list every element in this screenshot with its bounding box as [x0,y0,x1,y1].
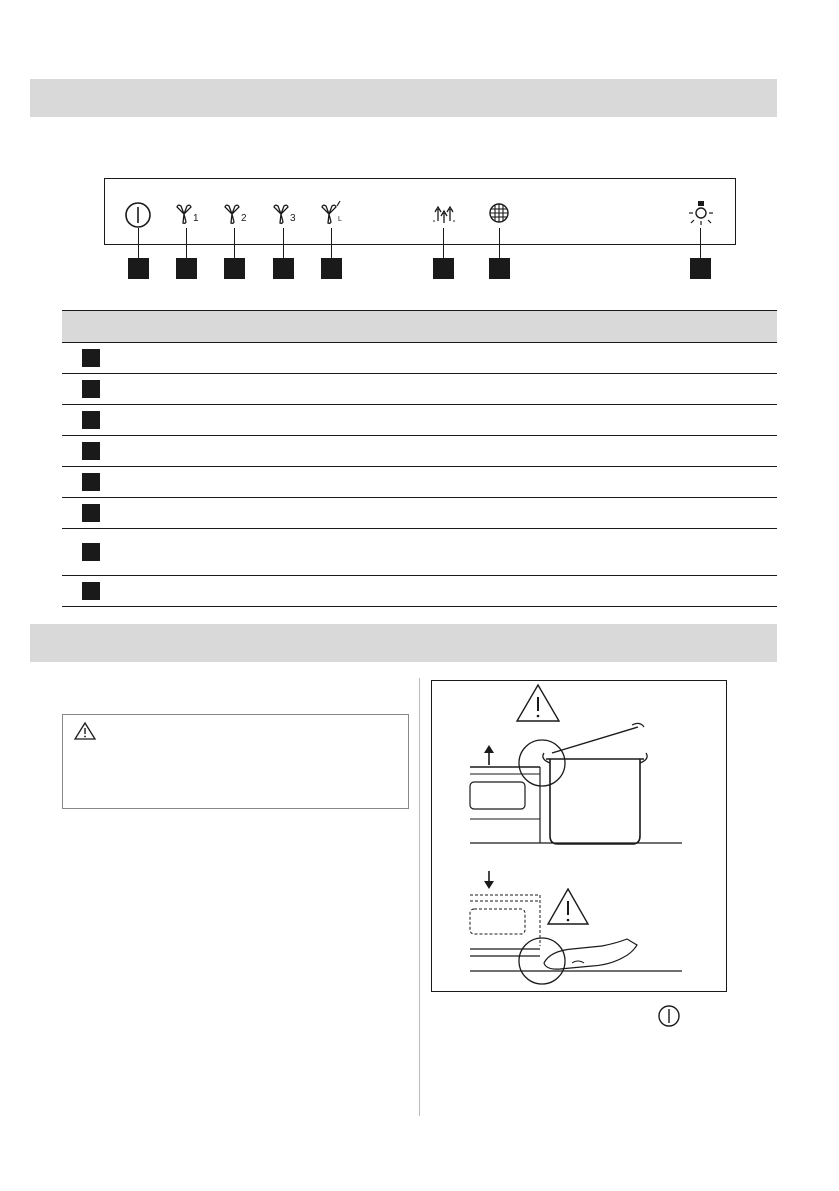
table-row [62,467,777,498]
table-row [62,374,777,405]
callout-marker [176,258,197,279]
leader-line [138,228,139,260]
warning-triangle-icon [548,889,588,924]
table-row [62,343,777,374]
grease-filter-icon [487,201,511,225]
row-marker [82,473,100,491]
leader-line [186,228,187,260]
safety-illustration [431,680,727,992]
section-header-bar-top [30,79,777,117]
row-marker [82,582,100,600]
table-row [62,436,777,467]
table-row [62,576,777,607]
row-marker [82,349,100,367]
leader-line [443,228,444,260]
svg-text:L: L [338,216,342,223]
callout-marker [690,258,711,279]
callout-marker [128,258,149,279]
table-row [62,498,777,529]
svg-text:3: 3 [290,213,296,224]
svg-text:2: 2 [241,213,247,224]
row-marker [82,380,100,398]
fan-speed-1-icon [175,203,201,225]
leader-line [283,228,284,260]
callout-marker [321,258,342,279]
fan-speed-2-icon [223,203,249,225]
table-header [62,310,777,343]
callout-marker [433,258,454,279]
leader-line [499,228,500,260]
row-marker [82,543,100,561]
leader-line [331,228,332,260]
power-icon [124,201,152,229]
callout-marker [273,258,294,279]
warning-box [62,714,409,809]
hob-pot-illustration [432,681,726,991]
callout-marker [489,258,510,279]
table-row [62,529,777,576]
leader-line [700,228,701,260]
fan-speed-3-icon [272,203,298,225]
function-table [62,310,777,607]
warning-triangle-icon [517,685,559,721]
auto-extraction-icon [431,201,457,225]
leader-line [234,228,235,260]
power-icon [657,1004,681,1028]
column-divider [419,678,420,1116]
row-marker [82,442,100,460]
callout-marker [224,258,245,279]
section-header-bar-middle [30,624,777,662]
fan-boost-icon [320,200,346,225]
row-marker [82,504,100,522]
table-row [62,405,777,436]
light-icon [687,199,715,227]
row-marker [82,411,100,429]
warning-triangle-icon [73,721,97,741]
svg-text:1: 1 [193,213,199,224]
control-panel [104,178,736,245]
